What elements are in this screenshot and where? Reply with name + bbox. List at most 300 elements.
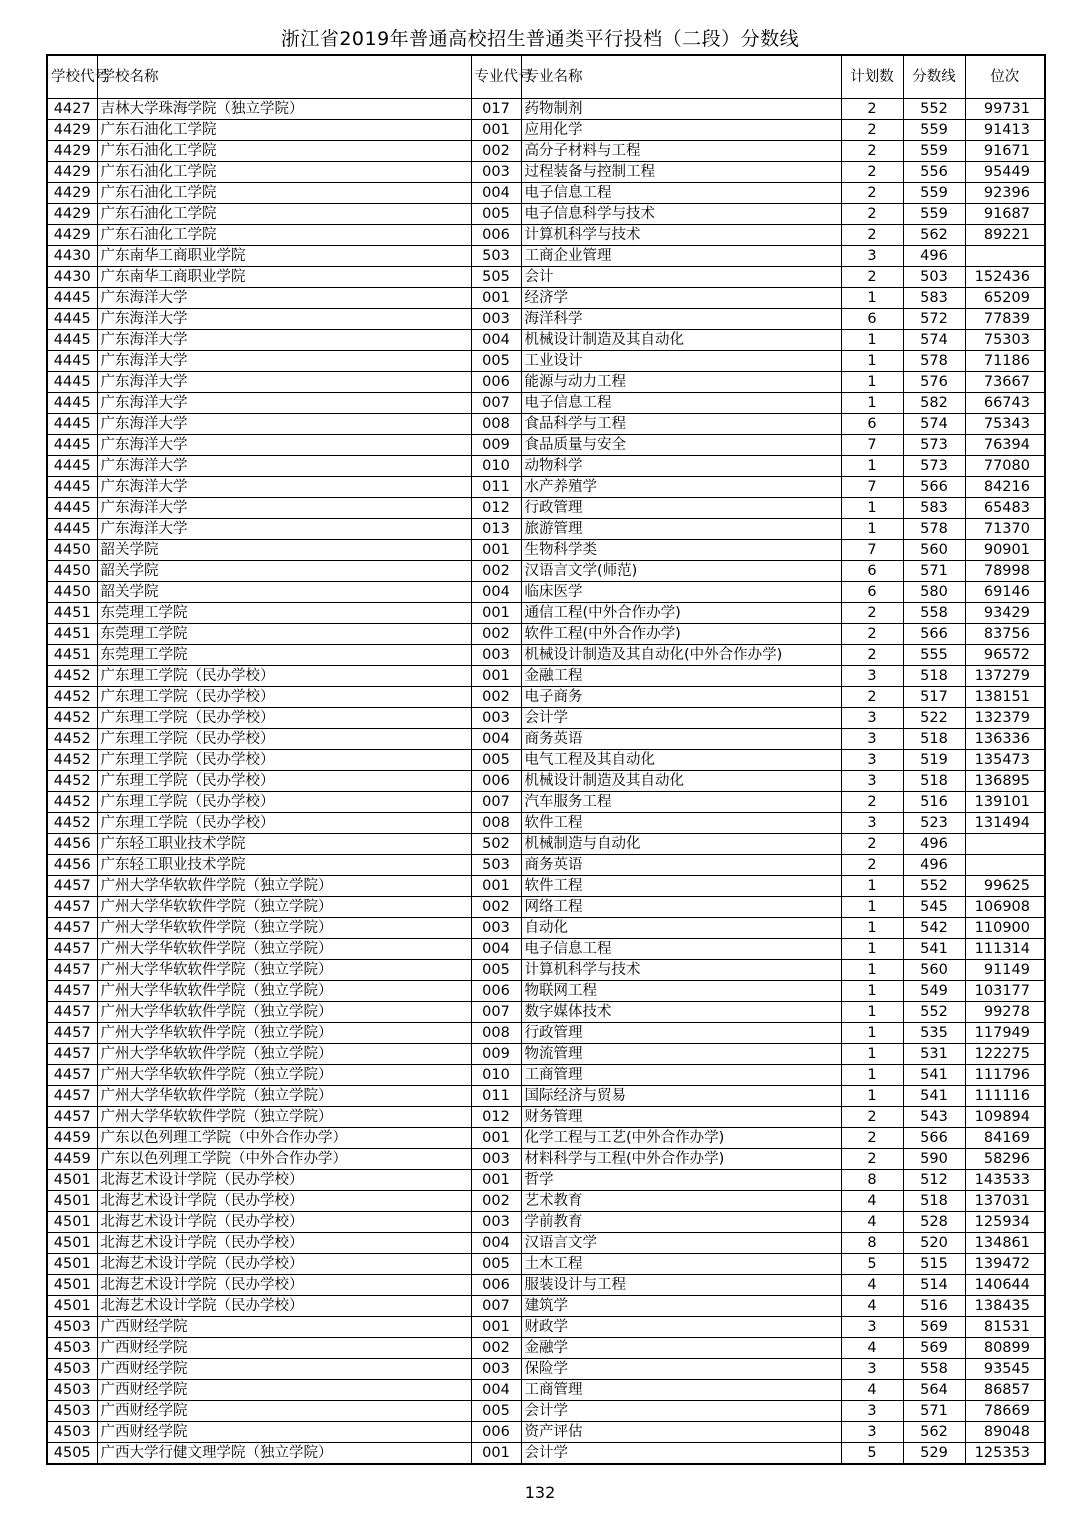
cell-rank: 77080 <box>965 456 1045 477</box>
cell-school-name: 广州大学华软软件学院（独立学院） <box>97 981 471 1002</box>
cell-major-name: 服装设计与工程 <box>521 1275 841 1296</box>
cell-plan: 1 <box>841 1086 903 1107</box>
cell-major-code: 010 <box>471 456 521 477</box>
cell-plan: 2 <box>841 1128 903 1149</box>
cell-score: 583 <box>903 498 965 519</box>
cell-major-name: 哲学 <box>521 1170 841 1191</box>
cell-score: 503 <box>903 267 965 288</box>
cell-major-name: 物流管理 <box>521 1044 841 1065</box>
cell-school-name: 广东理工学院（民办学校） <box>97 708 471 729</box>
cell-rank: 77839 <box>965 309 1045 330</box>
cell-major-name: 会计学 <box>521 1401 841 1422</box>
cell-plan: 1 <box>841 939 903 960</box>
cell-school-code: 4429 <box>47 141 97 162</box>
cell-plan: 8 <box>841 1233 903 1254</box>
cell-plan: 7 <box>841 477 903 498</box>
cell-school-code: 4451 <box>47 603 97 624</box>
cell-school-name: 广东石油化工学院 <box>97 204 471 225</box>
cell-rank: 81531 <box>965 1317 1045 1338</box>
cell-major-name: 计算机科学与技术 <box>521 225 841 246</box>
cell-school-code: 4427 <box>47 99 97 120</box>
cell-score: 566 <box>903 1128 965 1149</box>
cell-score: 559 <box>903 120 965 141</box>
table-row <box>47 624 1045 645</box>
cell-rank: 71186 <box>965 351 1045 372</box>
cell-school-code: 4503 <box>47 1317 97 1338</box>
table-row <box>47 1044 1045 1065</box>
cell-school-code: 4429 <box>47 183 97 204</box>
cell-school-code: 4501 <box>47 1275 97 1296</box>
cell-score: 576 <box>903 372 965 393</box>
cell-school-code: 4459 <box>47 1149 97 1170</box>
cell-school-code: 4457 <box>47 897 97 918</box>
cell-school-name: 广东理工学院（民办学校） <box>97 792 471 813</box>
cell-plan: 4 <box>841 1380 903 1401</box>
cell-school-code: 4457 <box>47 1044 97 1065</box>
cell-rank: 136895 <box>965 771 1045 792</box>
cell-school-name: 北海艺术设计学院（民办学校） <box>97 1296 471 1317</box>
cell-score: 519 <box>903 750 965 771</box>
table-row <box>47 1170 1045 1191</box>
cell-rank: 125934 <box>965 1212 1045 1233</box>
cell-rank: 96572 <box>965 645 1045 666</box>
table-row <box>47 141 1045 162</box>
cell-major-code: 017 <box>471 99 521 120</box>
cell-school-name: 广东理工学院（民办学校） <box>97 729 471 750</box>
cell-major-name: 国际经济与贸易 <box>521 1086 841 1107</box>
cell-school-code: 4445 <box>47 456 97 477</box>
cell-major-code: 003 <box>471 1212 521 1233</box>
cell-score: 552 <box>903 1002 965 1023</box>
cell-major-code: 002 <box>471 1191 521 1212</box>
cell-score: 516 <box>903 1296 965 1317</box>
table-row <box>47 687 1045 708</box>
cell-school-code: 4501 <box>47 1254 97 1275</box>
cell-major-name: 过程装备与控制工程 <box>521 162 841 183</box>
cell-rank: 89221 <box>965 225 1045 246</box>
cell-score: 569 <box>903 1317 965 1338</box>
cell-major-code: 004 <box>471 183 521 204</box>
cell-plan: 3 <box>841 813 903 834</box>
cell-plan: 6 <box>841 309 903 330</box>
cell-rank: 99625 <box>965 876 1045 897</box>
cell-major-name: 土木工程 <box>521 1254 841 1275</box>
cell-major-name: 动物科学 <box>521 456 841 477</box>
cell-rank: 84216 <box>965 477 1045 498</box>
cell-school-code: 4445 <box>47 372 97 393</box>
cell-major-name: 电子信息工程 <box>521 939 841 960</box>
cell-school-code: 4503 <box>47 1422 97 1443</box>
cell-major-code: 002 <box>471 687 521 708</box>
cell-rank: 152436 <box>965 267 1045 288</box>
cell-major-code: 505 <box>471 267 521 288</box>
cell-plan: 1 <box>841 1023 903 1044</box>
cell-plan: 3 <box>841 750 903 771</box>
cell-major-name: 会计 <box>521 267 841 288</box>
cell-school-code: 4445 <box>47 288 97 309</box>
cell-major-code: 008 <box>471 414 521 435</box>
table-body <box>47 99 1045 1465</box>
table-header-row <box>47 55 1045 99</box>
cell-school-name: 广东理工学院（民办学校） <box>97 687 471 708</box>
cell-school-code: 4452 <box>47 687 97 708</box>
cell-plan: 3 <box>841 729 903 750</box>
cell-major-name: 水产养殖学 <box>521 477 841 498</box>
cell-major-code: 002 <box>471 1338 521 1359</box>
cell-school-code: 4457 <box>47 876 97 897</box>
cell-rank: 90901 <box>965 540 1045 561</box>
cell-rank <box>965 246 1045 267</box>
table-row <box>47 645 1045 666</box>
table-row <box>47 1107 1045 1128</box>
table-row <box>47 792 1045 813</box>
cell-plan: 4 <box>841 1338 903 1359</box>
cell-major-name: 软件工程 <box>521 813 841 834</box>
cell-plan: 6 <box>841 561 903 582</box>
table-row <box>47 183 1045 204</box>
cell-plan: 3 <box>841 666 903 687</box>
cell-score: 496 <box>903 855 965 876</box>
cell-school-code: 4505 <box>47 1443 97 1465</box>
cell-rank: 80899 <box>965 1338 1045 1359</box>
table-row <box>47 1422 1045 1443</box>
cell-school-code: 4501 <box>47 1191 97 1212</box>
table-row <box>47 519 1045 540</box>
cell-score: 518 <box>903 771 965 792</box>
cell-major-code: 002 <box>471 141 521 162</box>
cell-school-code: 4452 <box>47 708 97 729</box>
table-row <box>47 351 1045 372</box>
cell-major-code: 011 <box>471 477 521 498</box>
cell-rank: 93429 <box>965 603 1045 624</box>
header-school-code: 学校代号 <box>47 55 97 99</box>
cell-major-name: 食品科学与工程 <box>521 414 841 435</box>
cell-major-name: 财务管理 <box>521 1107 841 1128</box>
cell-major-name: 电子商务 <box>521 687 841 708</box>
cell-plan: 1 <box>841 393 903 414</box>
cell-score: 560 <box>903 540 965 561</box>
table-row <box>47 99 1045 120</box>
cell-major-code: 001 <box>471 1443 521 1465</box>
cell-major-code: 001 <box>471 876 521 897</box>
cell-rank: 103177 <box>965 981 1045 1002</box>
table-row <box>47 1380 1045 1401</box>
cell-plan: 1 <box>841 1002 903 1023</box>
cell-plan: 1 <box>841 1065 903 1086</box>
cell-score: 531 <box>903 1044 965 1065</box>
cell-score: 558 <box>903 1359 965 1380</box>
cell-rank: 89048 <box>965 1422 1045 1443</box>
table-row <box>47 246 1045 267</box>
cell-plan: 6 <box>841 582 903 603</box>
cell-rank: 93545 <box>965 1359 1045 1380</box>
cell-major-name: 学前教育 <box>521 1212 841 1233</box>
cell-rank: 139101 <box>965 792 1045 813</box>
cell-rank: 125353 <box>965 1443 1045 1465</box>
cell-rank: 111314 <box>965 939 1045 960</box>
cell-school-name: 广西财经学院 <box>97 1317 471 1338</box>
cell-school-name: 吉林大学珠海学院（独立学院） <box>97 99 471 120</box>
cell-school-name: 韶关学院 <box>97 540 471 561</box>
cell-school-name: 广州大学华软软件学院（独立学院） <box>97 918 471 939</box>
cell-school-code: 4445 <box>47 309 97 330</box>
cell-major-code: 001 <box>471 666 521 687</box>
cell-score: 541 <box>903 939 965 960</box>
cell-school-code: 4457 <box>47 1002 97 1023</box>
cell-school-name: 广东理工学院（民办学校） <box>97 666 471 687</box>
cell-school-code: 4452 <box>47 813 97 834</box>
cell-score: 590 <box>903 1149 965 1170</box>
cell-plan: 3 <box>841 771 903 792</box>
cell-school-code: 4457 <box>47 1107 97 1128</box>
cell-school-name: 广州大学华软软件学院（独立学院） <box>97 1107 471 1128</box>
cell-rank: 132379 <box>965 708 1045 729</box>
cell-major-name: 电子信息科学与技术 <box>521 204 841 225</box>
table-row <box>47 477 1045 498</box>
table-row <box>47 120 1045 141</box>
cell-score: 572 <box>903 309 965 330</box>
cell-school-name: 广州大学华软软件学院（独立学院） <box>97 1023 471 1044</box>
cell-score: 514 <box>903 1275 965 1296</box>
cell-major-code: 011 <box>471 1086 521 1107</box>
cell-school-code: 4429 <box>47 225 97 246</box>
cell-school-name: 广东石油化工学院 <box>97 183 471 204</box>
cell-school-code: 4456 <box>47 834 97 855</box>
cell-major-code: 009 <box>471 435 521 456</box>
cell-plan: 1 <box>841 372 903 393</box>
cell-plan: 1 <box>841 288 903 309</box>
cell-school-name: 广州大学华软软件学院（独立学院） <box>97 1065 471 1086</box>
cell-school-code: 4459 <box>47 1128 97 1149</box>
cell-rank <box>965 834 1045 855</box>
table-row <box>47 582 1045 603</box>
cell-plan: 2 <box>841 183 903 204</box>
cell-major-name: 食品质量与安全 <box>521 435 841 456</box>
cell-school-code: 4429 <box>47 162 97 183</box>
cell-school-code: 4503 <box>47 1380 97 1401</box>
cell-rank: 73667 <box>965 372 1045 393</box>
cell-score: 518 <box>903 666 965 687</box>
cell-major-code: 503 <box>471 855 521 876</box>
table-row <box>47 225 1045 246</box>
cell-rank: 122275 <box>965 1044 1045 1065</box>
cell-rank: 78998 <box>965 561 1045 582</box>
cell-major-name: 工商企业管理 <box>521 246 841 267</box>
cell-plan: 2 <box>841 855 903 876</box>
table-row <box>47 288 1045 309</box>
cell-score: 552 <box>903 876 965 897</box>
cell-major-name: 物联网工程 <box>521 981 841 1002</box>
cell-school-name: 广东轻工职业技术学院 <box>97 855 471 876</box>
cell-major-name: 应用化学 <box>521 120 841 141</box>
cell-major-code: 503 <box>471 246 521 267</box>
cell-major-name: 机械设计制造及其自动化 <box>521 330 841 351</box>
cell-plan: 4 <box>841 1275 903 1296</box>
cell-rank: 91671 <box>965 141 1045 162</box>
cell-school-name: 广东海洋大学 <box>97 498 471 519</box>
cell-rank: 65209 <box>965 288 1045 309</box>
cell-school-name: 广东海洋大学 <box>97 351 471 372</box>
cell-plan: 4 <box>841 1296 903 1317</box>
table-row <box>47 456 1045 477</box>
cell-plan: 1 <box>841 960 903 981</box>
cell-rank: 111796 <box>965 1065 1045 1086</box>
cell-score: 516 <box>903 792 965 813</box>
cell-plan: 1 <box>841 1044 903 1065</box>
cell-major-code: 002 <box>471 624 521 645</box>
cell-major-name: 机械制造与自动化 <box>521 834 841 855</box>
cell-rank: 110900 <box>965 918 1045 939</box>
cell-major-code: 005 <box>471 1401 521 1422</box>
cell-school-name: 广东石油化工学院 <box>97 162 471 183</box>
cell-school-name: 广东海洋大学 <box>97 309 471 330</box>
cell-school-name: 广州大学华软软件学院（独立学院） <box>97 897 471 918</box>
header-major-name: 专业名称 <box>521 55 841 99</box>
cell-school-code: 4457 <box>47 939 97 960</box>
cell-score: 566 <box>903 624 965 645</box>
cell-major-code: 003 <box>471 918 521 939</box>
cell-major-name: 能源与动力工程 <box>521 372 841 393</box>
cell-major-name: 机械设计制造及其自动化(中外合作办学) <box>521 645 841 666</box>
cell-plan: 3 <box>841 1422 903 1443</box>
cell-school-code: 4457 <box>47 1023 97 1044</box>
cell-school-code: 4451 <box>47 624 97 645</box>
cell-major-name: 保险学 <box>521 1359 841 1380</box>
cell-rank: 117949 <box>965 1023 1045 1044</box>
cell-school-name: 广西财经学院 <box>97 1380 471 1401</box>
cell-rank: 139472 <box>965 1254 1045 1275</box>
cell-major-code: 003 <box>471 162 521 183</box>
cell-rank: 138151 <box>965 687 1045 708</box>
cell-school-code: 4451 <box>47 645 97 666</box>
header-school-name: 学校名称 <box>97 55 471 99</box>
cell-plan: 3 <box>841 246 903 267</box>
cell-plan: 3 <box>841 708 903 729</box>
cell-plan: 1 <box>841 519 903 540</box>
cell-plan: 2 <box>841 1107 903 1128</box>
cell-school-name: 广东海洋大学 <box>97 330 471 351</box>
table-row <box>47 1254 1045 1275</box>
cell-rank: 92396 <box>965 183 1045 204</box>
cell-school-code: 4452 <box>47 729 97 750</box>
cell-score: 578 <box>903 351 965 372</box>
cell-plan: 2 <box>841 162 903 183</box>
cell-rank: 140644 <box>965 1275 1045 1296</box>
cell-school-code: 4457 <box>47 1086 97 1107</box>
table-row <box>47 855 1045 876</box>
cell-school-name: 广东海洋大学 <box>97 288 471 309</box>
cell-major-code: 002 <box>471 897 521 918</box>
cell-major-name: 建筑学 <box>521 1296 841 1317</box>
cell-rank: 76394 <box>965 435 1045 456</box>
cell-major-name: 电子信息工程 <box>521 183 841 204</box>
cell-plan: 8 <box>841 1170 903 1191</box>
cell-score: 552 <box>903 99 965 120</box>
cell-score: 580 <box>903 582 965 603</box>
cell-rank <box>965 855 1045 876</box>
cell-plan: 1 <box>841 918 903 939</box>
cell-major-name: 行政管理 <box>521 498 841 519</box>
cell-plan: 5 <box>841 1254 903 1275</box>
cell-school-name: 广东海洋大学 <box>97 456 471 477</box>
cell-plan: 2 <box>841 204 903 225</box>
cell-major-code: 012 <box>471 1107 521 1128</box>
table-row <box>47 1317 1045 1338</box>
cell-plan: 4 <box>841 1191 903 1212</box>
table-row <box>47 1212 1045 1233</box>
table-row <box>47 666 1045 687</box>
cell-score: 571 <box>903 1401 965 1422</box>
cell-score: 574 <box>903 414 965 435</box>
cell-major-code: 004 <box>471 729 521 750</box>
cell-score: 555 <box>903 645 965 666</box>
cell-major-name: 旅游管理 <box>521 519 841 540</box>
table-row <box>47 876 1045 897</box>
cell-score: 562 <box>903 1422 965 1443</box>
cell-major-code: 004 <box>471 582 521 603</box>
cell-major-name: 高分子材料与工程 <box>521 141 841 162</box>
cell-major-name: 电气工程及其自动化 <box>521 750 841 771</box>
table-row <box>47 1023 1045 1044</box>
cell-plan: 1 <box>841 897 903 918</box>
table-row <box>47 729 1045 750</box>
cell-school-code: 4501 <box>47 1233 97 1254</box>
cell-major-code: 001 <box>471 540 521 561</box>
cell-score: 559 <box>903 183 965 204</box>
cell-major-code: 006 <box>471 1422 521 1443</box>
header-score: 分数线 <box>903 55 965 99</box>
cell-plan: 2 <box>841 120 903 141</box>
cell-major-code: 006 <box>471 1275 521 1296</box>
cell-school-code: 4445 <box>47 414 97 435</box>
cell-school-code: 4457 <box>47 918 97 939</box>
cell-school-code: 4456 <box>47 855 97 876</box>
cell-major-code: 004 <box>471 330 521 351</box>
table-row <box>47 204 1045 225</box>
cell-major-code: 010 <box>471 1065 521 1086</box>
cell-school-name: 广东海洋大学 <box>97 393 471 414</box>
cell-school-name: 广东海洋大学 <box>97 414 471 435</box>
cell-major-code: 001 <box>471 603 521 624</box>
score-table <box>46 54 1046 1465</box>
cell-rank: 78669 <box>965 1401 1045 1422</box>
cell-school-name: 广州大学华软软件学院（独立学院） <box>97 876 471 897</box>
cell-school-code: 4450 <box>47 582 97 603</box>
cell-school-name: 东莞理工学院 <box>97 645 471 666</box>
cell-school-code: 4445 <box>47 498 97 519</box>
cell-school-code: 4457 <box>47 1065 97 1086</box>
cell-major-code: 005 <box>471 351 521 372</box>
cell-major-name: 行政管理 <box>521 1023 841 1044</box>
cell-major-code: 001 <box>471 120 521 141</box>
table-row <box>47 939 1045 960</box>
page-title: 浙江省2019年普通高校招生普通类平行投档（二段）分数线 <box>280 28 800 50</box>
cell-rank: 109894 <box>965 1107 1045 1128</box>
table-row <box>47 561 1045 582</box>
cell-major-code: 001 <box>471 288 521 309</box>
cell-score: 571 <box>903 561 965 582</box>
cell-major-code: 007 <box>471 393 521 414</box>
cell-school-name: 北海艺术设计学院（民办学校） <box>97 1275 471 1296</box>
cell-school-code: 4503 <box>47 1401 97 1422</box>
cell-score: 583 <box>903 288 965 309</box>
cell-major-name: 工商管理 <box>521 1380 841 1401</box>
cell-school-name: 广东石油化工学院 <box>97 225 471 246</box>
cell-school-name: 北海艺术设计学院（民办学校） <box>97 1233 471 1254</box>
cell-school-code: 4445 <box>47 519 97 540</box>
cell-rank: 65483 <box>965 498 1045 519</box>
cell-school-code: 4503 <box>47 1338 97 1359</box>
